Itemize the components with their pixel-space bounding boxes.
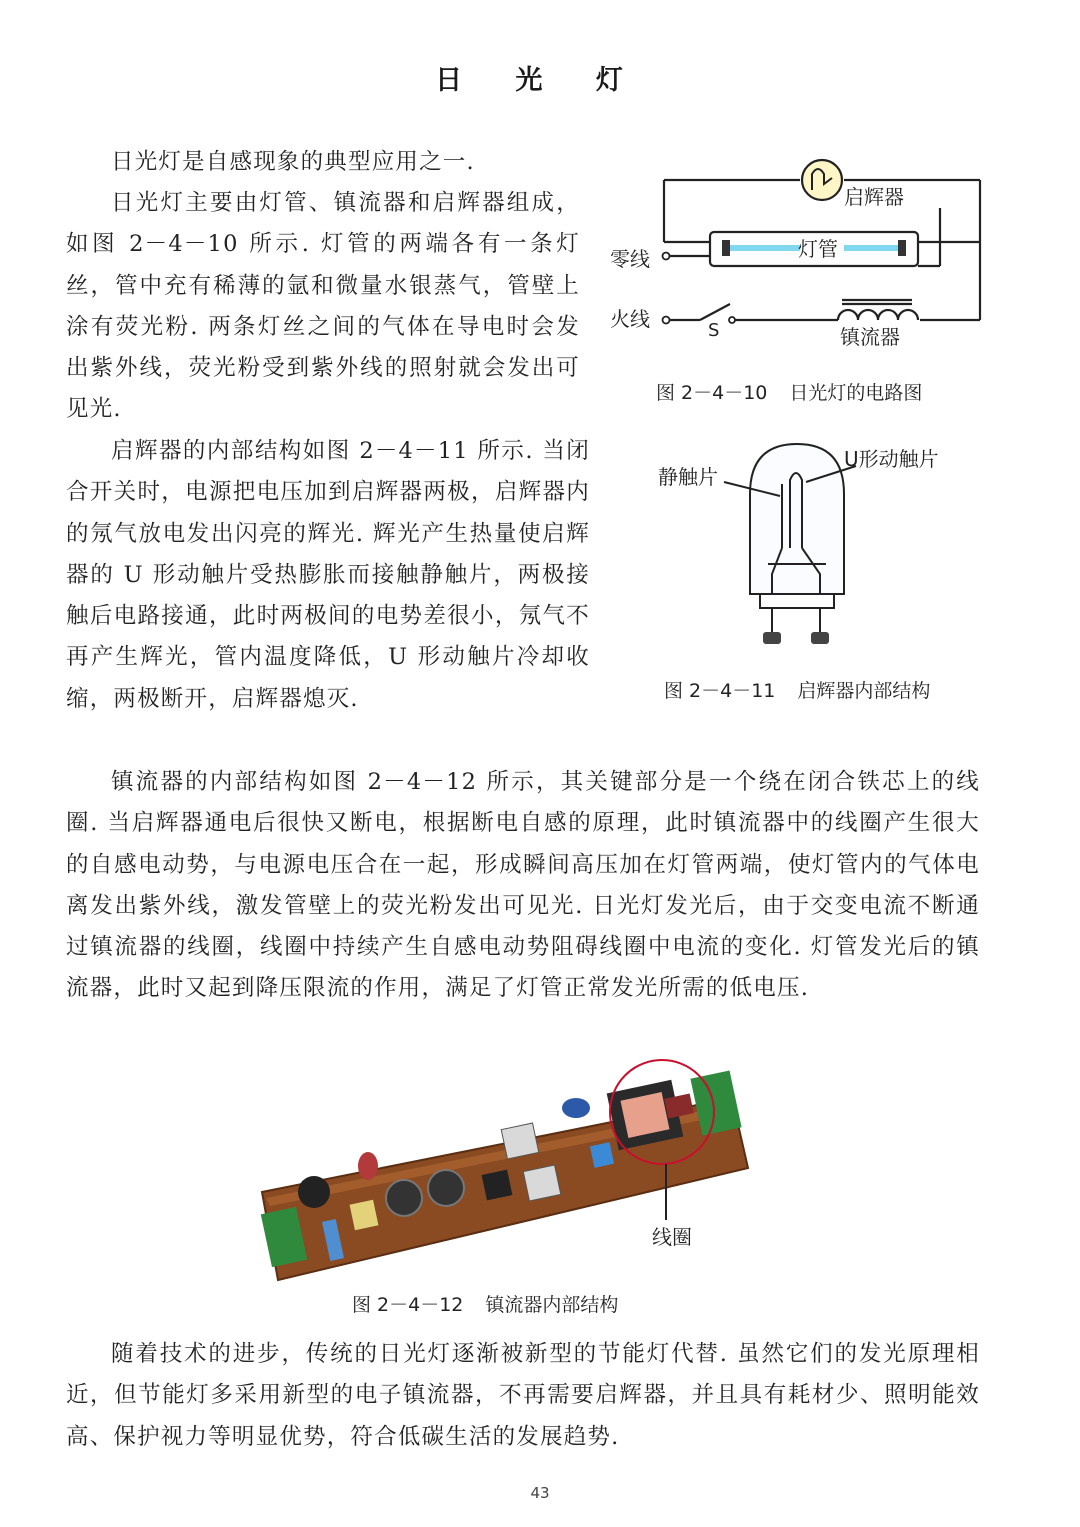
circuit-diagram (600, 148, 1000, 348)
starter-symbol (802, 160, 842, 200)
glass-bulb (750, 444, 844, 594)
figure-caption-text: 镇流器内部结构 (485, 1294, 619, 1316)
figure-caption-text: 日光灯的电路图 (789, 382, 923, 404)
neutral-wire-label: 零线 (610, 247, 650, 271)
figure-caption-2-4-11 (664, 676, 930, 703)
ballast-label: 镇流器 (840, 325, 900, 348)
figure-number: 图 2－4－11 (664, 680, 776, 702)
starter-label: 启辉器 (844, 185, 904, 209)
paragraph-ballast: 镇流器的内部结构如图 2－4－12 所示，其关键部分是一个绕在闭合铁芯上的线圈. 当启辉器通电后很快又断电，根据断电自感的原理，此时镇流器中的线圈产生很大的自感电动势，与电源电压合在一起，形成瞬间高压加在灯管两端，使灯管内的气体电离发出紫外线，激发管壁上的荧光粉发出可见光. 日光灯发光后，由于交变电流不断通过镇流器的线圈，线圈中持续产生自感电动势阻碍线圈中电流的变化. 灯管发光后的镇流器，此时又起到降压限流的作用，满足了灯管正常发光所需的低电压. (66, 769, 980, 1002)
figure-caption-text: 启辉器内部结构 (797, 680, 931, 702)
paragraph-energy-saving: 随着技术的进步，传统的日光灯逐渐被新型的节能灯代替. 虽然它们的发光原理相近，但节能灯多采用新型的电子镇流器，不再需要启辉器，并且具有耗材少、照明能效高、保护视力等明显优势，符合低碳生活的发展趋势. (66, 1341, 980, 1450)
coil-label: 线圈 (652, 1225, 692, 1249)
paragraph-intro: 日光灯是自感现象的典型应用之一. (111, 149, 475, 175)
figure-caption-2-4-10 (656, 378, 922, 405)
switch-label: S (708, 320, 720, 341)
static-contact-label: 静触片 (658, 465, 718, 489)
ballast-coil-symbol (838, 300, 918, 320)
figure-caption-2-4-12 (352, 1290, 618, 1317)
u-contact-label: U形动触片 (844, 447, 939, 471)
figure-number: 图 2－4－12 (352, 1294, 464, 1316)
paragraph-components: 日光灯主要由灯管、镇流器和启辉器组成，如图 2－4－10 所示. 灯管的两端各有一条灯丝，管中充有稀薄的氩和微量水银蒸气，管壁上涂有荧光粉. 两条灯丝之间的气体在导电时会发出紫外线，荧光粉受到紫外线的照射就会发出可见光. (66, 190, 580, 423)
ballast-board-image (256, 1052, 756, 1284)
live-wire-label: 火线 (610, 307, 650, 331)
page-number: 43 (530, 1484, 550, 1502)
paragraph-starter: 启辉器的内部结构如图 2－4－11 所示. 当闭合开关时，电源把电压加到启辉器两极，启辉器内的氖气放电发出闪亮的辉光. 辉光产生热量使启辉器的 U 形动触片受热膨胀而接触静触片，两极接触后电路接通，此时两极间的电势差很小，氖气不再产生辉光，管内温度降低，U 形动触片冷却收缩，两极断开，启辉器熄灭. (66, 438, 590, 712)
starter-structure-diagram (650, 436, 990, 660)
tube-label: 灯管 (798, 237, 838, 261)
page-title: 日 光 灯 (435, 65, 645, 96)
figure-number: 图 2－4－10 (656, 382, 768, 404)
